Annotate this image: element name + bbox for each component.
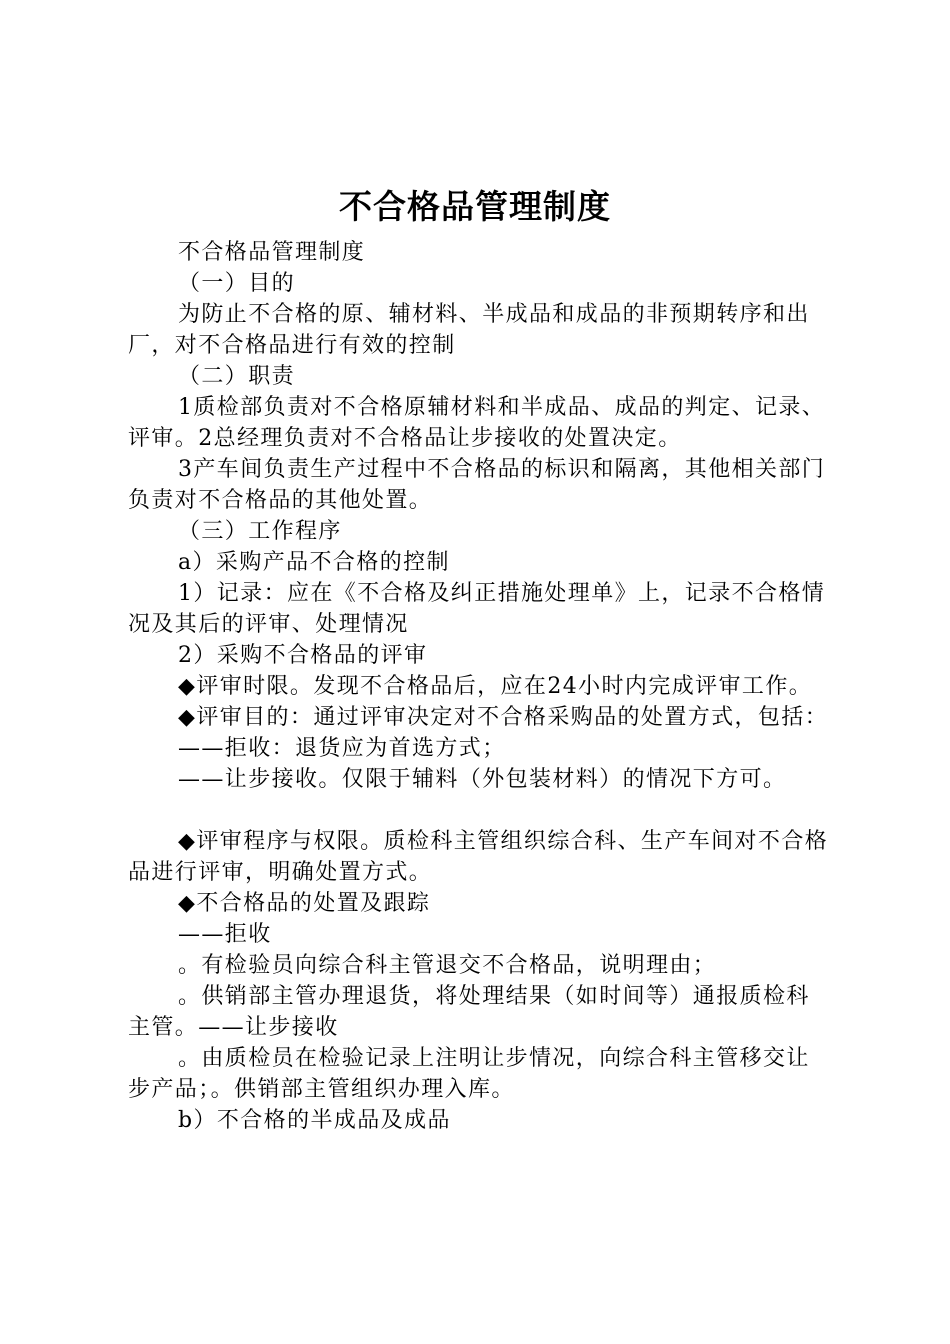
dash-reject: ——拒收 [178,922,272,947]
paragraph-purpose: 为防止不合格的原、辅材料、半成品和成品的非预期转序和出厂，对不合格品进行有效的控制 [128,302,810,358]
document-body [128,237,833,1136]
paragraph-duty-3: 3产车间负责生产过程中不合格品的标识和隔离，其他相关部门负责对不合格品的其他处置。 [128,457,826,513]
section-heading-duties: （二）职责 [178,364,296,389]
section-heading-procedure: （三）工作程序 [178,519,342,544]
bullet-disposal: ◆不合格品的处置及跟踪 [178,891,431,916]
item-supply-return: 。供销部主管办理退货，将处理结果（如时间等）通报质检科主管。——让步接收 [128,984,810,1040]
section-heading-purpose: （一）目的 [178,271,296,296]
subheading-a: a）采购产品不合格的控制 [178,550,450,575]
item-concession-record: 。由质检员在检验记录上注明让步情况，向综合科主管移交让步产品；。供销部主管组织办理入库。 [128,1046,810,1102]
bullet-review-time: ◆评审时限。发现不合格品后，应在24小时内完成评审工作。 [178,674,813,699]
document-title: 不合格品管理制度 [339,187,611,226]
dash-concession: ——让步接收。仅限于辅料（外包装材料）的情况下方可。 [178,767,787,792]
bullet-review-procedure: ◆评审程序与权限。质检科主管组织综合科、生产车间对不合格品进行评审，明确处置方式。 [128,829,829,885]
blank-line [128,795,833,826]
paragraph-record: 1）记录：应在《不合格及纠正措施处理单》上，记录不合格情况及其后的评审、处理情况 [128,581,826,637]
bullet-review-purpose: ◆评审目的：通过评审决定对不合格采购品的处置方式，包括： [178,705,829,730]
paragraph-subtitle: 不合格品管理制度 [178,240,366,265]
item-return-to-manager: 。有检验员向综合科主管退交不合格品，说明理由； [178,953,717,978]
paragraph-duty-1-2: 1质检部负责对不合格原辅材料和半成品、成品的判定、记录、评审。2总经理负责对不合格品让步接收的处置决定。 [128,395,826,451]
subheading-b: b）不合格的半成品及成品 [178,1108,451,1133]
dash-reject-return: ——拒收：退货应为首选方式； [178,736,506,761]
paragraph-review: 2）采购不合格品的评审 [178,643,428,668]
